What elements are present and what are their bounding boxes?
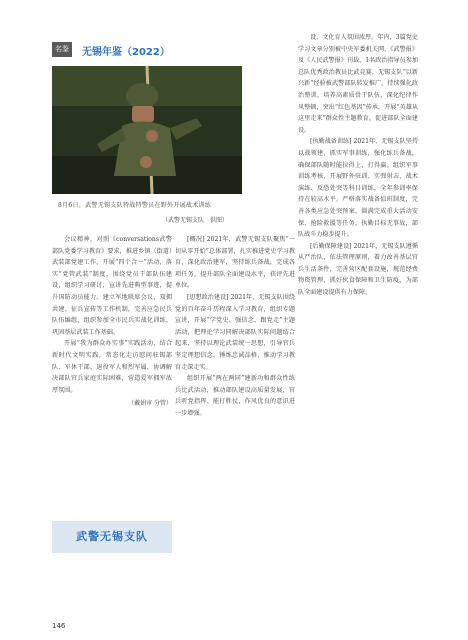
paragraph: [思想政治建设] 2021年，无锡支队围绕党的百年奋斗历程深入学习教育，组织专题宣讲，开展“学党史、强信念、跟党走”主题活动，把理论学习同解决部队实际问题结合起来，坚持以理论武装统一思想，引导官兵坚定理想信念，锤炼忠诚品格，推动学习教育走深走实。 xyxy=(175,293,295,371)
paragraph: 设，文化育人氛围浓厚。年内，3篇党史学习文章分别被中央军委机关网、《武警报》及《人民武警报》刊载，1名政治指导员参加总队优秀政治教员比武竞赛，无锡支队“以新兴新”经验被武警部队转发推广。持续强化政治整训，培养高素质骨干队伍，深化纪律作风整顿，突出“红色基因”传承，开展“英雄从这里走来”群众性主题教育，促进部队全面建设。 xyxy=(298,34,418,134)
paragraph: [概况] 2021年，武警无锡支队聚焦“一切从零开始”总体部署，扎实推进党史学习教育，深化政治建军，坚持练兵备战，完成各项任务，提升部队全面建设水平，获评先进单位。 xyxy=(175,236,295,290)
column-2 xyxy=(175,234,295,420)
training-photo xyxy=(52,66,242,194)
author-byline: （戴娟审 分管） xyxy=(128,400,172,408)
photo-caption: 8月6日，武警无锡支队特战特警员在野外开展战术训练 xyxy=(58,202,212,209)
paragraph: [后勤保障建设] 2021年，无锡支队遵循从严治队、依法管理原则，着力改善基层官兵生活条件，完善营区配套设施，规范经费物资管理，抓好伙食保障和卫生防疫，为部队全面建设提供有力保障。 xyxy=(298,242,418,297)
column-1 xyxy=(52,234,172,410)
soldier-rope-photo xyxy=(52,66,242,194)
section-heading-box xyxy=(52,521,172,553)
section-title: 武警无锡支队 xyxy=(76,530,148,543)
page-number: 146 xyxy=(52,622,66,630)
book-title: 无锡年鉴（2022） xyxy=(82,47,170,58)
column-3 xyxy=(298,32,418,299)
paragraph: 会议精神，对照《conversations武警部队党委学习教育》要求，推进乡镇（街道）武装部党建工作，开展“四个合一”活动，落实“党管武装”制度，围绕党员干部队伍建设，组织学习研讨，宣讲先进典型事迹，提升国防动员能力。建立军地联席会议、双拥共建、征兵宣传等工作机制，完善应急民兵队伍编组，组织参加全市民兵实战化训练，巩固基层武装工作基础。 xyxy=(52,236,172,336)
paragraph: [执勤战备训练] 2021年，无锡支队坚持以战领建，抓实军事训练，强化练兵备战，确保部队随时能拉得上、打得赢。组织军事训练考核，开展野外驻训、实弹射击、战术演练、反恐处突等科目训练，全年参训率保持在较高水平。严格落实战备值班制度，完善各类应急处突预案，圆满完成重大活动安保、抢险救援等任务，执勤目标无事故，部队战斗力稳步提升。 xyxy=(298,138,418,239)
photo-credit: （武警无锡支队 供图） xyxy=(162,217,229,224)
yearbook-logo: 名鉴 xyxy=(52,42,72,57)
paragraph: 组织开展“两在两同”建新功和群众性练兵比武活动，推动部队建设高质量发展，官兵听党指挥、能打胜仗、作风优良的意识进一步增强。 xyxy=(175,375,295,417)
paragraph: 开展“我为群众办实事”实践活动，结合新时代文明实践，常态化走访慰问驻锡部队、军休干部、退役军人和烈军属，协调解决部队官兵家庭实际困难，营造爱军拥军浓厚氛围。 xyxy=(52,340,172,394)
